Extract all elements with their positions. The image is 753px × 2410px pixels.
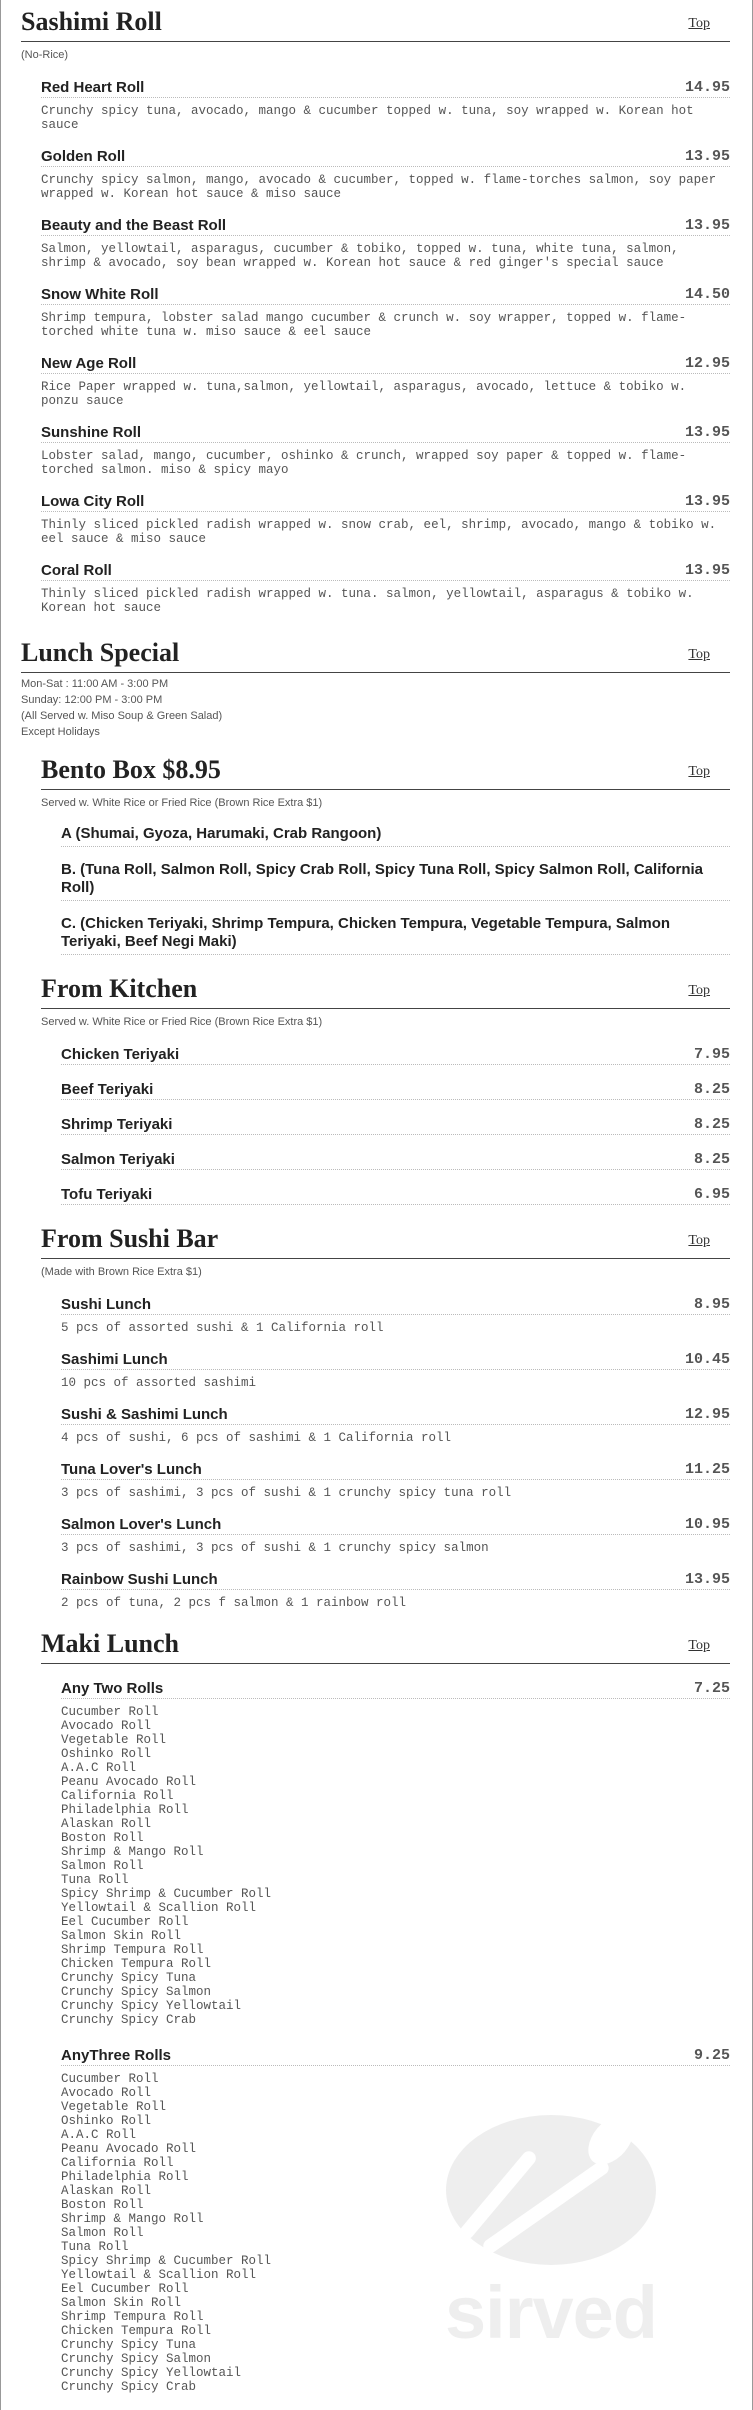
menu-item-description: 10 pcs of assorted sashimi	[61, 1376, 257, 1390]
roll-option: Crunchy Spicy Tuna	[61, 1971, 197, 1985]
section-sashimi-roll	[21, 6, 730, 615]
menu-item-name: Chicken Teriyaki	[61, 1046, 180, 1063]
roll-option: Spicy Shrimp & Cucumber Roll	[61, 1887, 272, 1901]
lunch-note: (All Served w. Miso Soup & Green Salad)	[21, 710, 223, 722]
subsection-bento-box	[41, 754, 730, 955]
menu-item-header	[61, 1296, 730, 1315]
menu-item-price: 11.25	[684, 1461, 730, 1478]
menu-item-name: New Age Roll	[41, 355, 137, 372]
menu-item-price: 8.25	[693, 1116, 730, 1133]
roll-option: Alaskan Roll	[61, 1817, 152, 1831]
menu-item	[61, 1116, 730, 1135]
top-link[interactable]: Top	[688, 1233, 710, 1248]
menu-item	[41, 562, 730, 615]
section-header	[41, 973, 730, 1009]
menu-item-price: 8.25	[693, 1081, 730, 1098]
menu-item	[41, 217, 730, 270]
menu-item-description: 2 pcs of tuna, 2 pcs f salmon & 1 rainbow roll	[61, 1596, 407, 1610]
menu-item	[61, 1081, 730, 1100]
menu-item	[61, 1516, 730, 1555]
roll-option: Chicken Tempura Roll	[61, 1957, 212, 1971]
menu-item	[61, 1461, 730, 1500]
menu-item	[61, 1351, 730, 1390]
menu-item-name: Beauty and the Beast Roll	[41, 217, 227, 234]
menu-item-header	[61, 1116, 730, 1135]
section-note: Served w. White Rice or Fried Rice (Brown Rice Extra $1)	[41, 1016, 323, 1028]
subsection-from-kitchen	[41, 973, 730, 1205]
menu-item-header	[41, 355, 730, 374]
top-link[interactable]: Top	[688, 1638, 710, 1653]
bento-option: B. (Tuna Roll, Salmon Roll, Spicy Crab Roll, Spicy Tuna Roll, Spicy Salmon Roll, California Roll)	[61, 861, 730, 901]
roll-option: Vegetable Roll	[61, 1733, 167, 1747]
roll-option: Crunchy Spicy Salmon	[61, 2352, 212, 2366]
menu-item-name: Shrimp Teriyaki	[61, 1116, 173, 1133]
menu-item-header	[61, 1571, 730, 1590]
roll-option: Spicy Shrimp & Cucumber Roll	[61, 2254, 272, 2268]
top-link[interactable]: Top	[688, 647, 710, 662]
menu-item-header	[41, 493, 730, 512]
roll-option: Shrimp & Mango Roll	[61, 2212, 204, 2226]
menu-item-name: Sunshine Roll	[41, 424, 142, 441]
bento-option: A (Shumai, Gyoza, Harumaki, Crab Rangoon)	[61, 825, 730, 847]
roll-option: Peanu Avocado Roll	[61, 2142, 197, 2156]
sirved-watermark	[401, 2080, 701, 2354]
roll-option: Alaskan Roll	[61, 2184, 152, 2198]
roll-option: Crunchy Spicy Yellowtail	[61, 1999, 242, 2013]
menu-item-header	[41, 562, 730, 581]
menu-item-description: Thinly sliced pickled radish wrapped w. snow crab, eel, shrimp, avocado, mango & tobiko w. eel sauce & miso sauce	[41, 518, 717, 546]
menu-item	[61, 1186, 730, 1205]
menu-item-price: 12.95	[684, 1406, 730, 1423]
lunch-note: Sunday: 12:00 PM - 3:00 PM	[21, 694, 163, 706]
menu-item-price: 13.95	[684, 562, 730, 579]
menu-item	[61, 1571, 730, 1610]
section-title: Maki Lunch	[41, 1629, 179, 1658]
roll-option: Tuna Roll	[61, 2240, 129, 2254]
menu-item-header	[61, 1406, 730, 1425]
menu-item-description: Thinly sliced pickled radish wrapped w. tuna. salmon, yellowtail, asparagus & tobiko w. Korean hot sauce	[41, 587, 694, 615]
menu-item	[41, 286, 730, 339]
menu-item-price: 14.95	[684, 79, 730, 96]
roll-option: Philadelphia Roll	[61, 1803, 189, 1817]
roll-option: Tuna Roll	[61, 1873, 129, 1887]
roll-option: Vegetable Roll	[61, 2100, 167, 2114]
menu-item-name: AnyThree Rolls	[61, 2047, 172, 2064]
menu-item	[41, 424, 730, 477]
menu-item-price: 9.25	[693, 2047, 730, 2064]
roll-option: Yellowtail & Scallion Roll	[61, 2268, 257, 2282]
bento-options	[61, 825, 730, 955]
roll-option: Avocado Roll	[61, 2086, 152, 2100]
section-header	[41, 1223, 730, 1259]
roll-option: Shrimp Tempura Roll	[61, 2310, 204, 2324]
menu-item	[61, 1296, 730, 1335]
menu-item-header	[41, 424, 730, 443]
roll-option: Crunchy Spicy Crab	[61, 2013, 197, 2027]
menu-item-name: Sushi Lunch	[61, 1296, 151, 1313]
menu-item-name: Tofu Teriyaki	[61, 1186, 153, 1203]
menu-item-description: 4 pcs of sushi, 6 pcs of sashimi & 1 California roll	[61, 1431, 452, 1445]
menu-item	[61, 1151, 730, 1170]
menu-item-header	[61, 1186, 730, 1205]
lunch-hours	[21, 676, 730, 740]
subsection-from-sushi-bar	[41, 1223, 730, 1610]
menu-item-price: 13.95	[684, 493, 730, 510]
bento-option: C. (Chicken Teriyaki, Shrimp Tempura, Chicken Tempura, Vegetable Tempura, Salmon Teriyaki, Beef Negi Maki)	[61, 915, 730, 955]
menu-item-name: Snow White Roll	[41, 286, 159, 303]
menu-item-name: Lowa City Roll	[41, 493, 145, 510]
roll-option: Salmon Skin Roll	[61, 1929, 182, 1943]
section-title: From Kitchen	[41, 974, 198, 1003]
section-title: Bento Box $8.95	[41, 755, 221, 784]
menu-item-description: Salmon, yellowtail, asparagus, cucumber & tobiko, topped w. tuna, white tuna, salmon, shrimp & avocado, soy bean wrapped w. Korean hot sauce & red ginger's special sauce	[41, 242, 679, 270]
menu-item-name: Red Heart Roll	[41, 79, 145, 96]
menu-item-header	[61, 1081, 730, 1100]
menu-item-description: 5 pcs of assorted sushi & 1 California roll	[61, 1321, 384, 1335]
menu-item-name: Rainbow Sushi Lunch	[61, 1571, 218, 1588]
menu-item-description: 3 pcs of sashimi, 3 pcs of sushi & 1 crunchy spicy salmon	[61, 1541, 489, 1555]
menu-item-header	[61, 1046, 730, 1065]
menu-item-name: Sashimi Lunch	[61, 1351, 168, 1368]
roll-option: Salmon Roll	[61, 2226, 144, 2240]
roll-option: Salmon Roll	[61, 1859, 144, 1873]
sushi-bar-items	[61, 1296, 730, 1610]
roll-option: A.A.C Roll	[61, 2128, 137, 2142]
top-link[interactable]: Top	[688, 764, 710, 779]
menu-item-description: 3 pcs of sashimi, 3 pcs of sushi & 1 crunchy spicy tuna roll	[61, 1486, 512, 1500]
menu-item-name: Any Two Rolls	[61, 1680, 164, 1697]
sashimi-items	[41, 79, 730, 615]
menu-item-header	[41, 286, 730, 305]
menu-item	[41, 148, 730, 201]
lunch-note: Mon-Sat : 11:00 AM - 3:00 PM	[21, 678, 169, 690]
menu-item-header	[41, 79, 730, 98]
menu-item-description: Rice Paper wrapped w. tuna,salmon, yellowtail, asparagus, avocado, lettuce & tobiko w. ponzu sauce	[41, 380, 687, 408]
roll-option: Crunchy Spicy Salmon	[61, 1985, 212, 1999]
menu-item-price: 13.95	[684, 217, 730, 234]
menu-item-header	[61, 1351, 730, 1370]
lunch-note: Except Holidays	[21, 726, 100, 738]
roll-option: Eel Cucumber Roll	[61, 1915, 189, 1929]
menu-item-price: 14.50	[684, 286, 730, 303]
menu-item	[41, 493, 730, 546]
section-title: Lunch Special	[21, 638, 180, 667]
menu-item-price: 12.95	[684, 355, 730, 372]
menu-item-price: 13.95	[684, 1571, 730, 1588]
menu-item	[61, 1406, 730, 1445]
roll-option: Crunchy Spicy Tuna	[61, 2338, 197, 2352]
section-header	[41, 1628, 730, 1664]
menu-item-header	[61, 1516, 730, 1535]
roll-option: Crunchy Spicy Yellowtail	[61, 2366, 242, 2380]
section-header	[21, 6, 730, 42]
menu-item-name: Coral Roll	[41, 562, 112, 579]
roll-option: Crunchy Spicy Crab	[61, 2380, 197, 2394]
menu-item-description: Shrimp tempura, lobster salad mango cucumber & crunch w. soy wrapper, topped w. flame-torched white tuna w. miso sauce & eel sauce	[41, 311, 687, 339]
roll-option: Boston Roll	[61, 2198, 144, 2212]
menu-item-header	[41, 148, 730, 167]
roll-option: Cucumber Roll	[61, 2072, 159, 2086]
menu-item-price: 10.45	[684, 1351, 730, 1368]
menu-item	[61, 1680, 730, 2027]
menu-item-header	[61, 1151, 730, 1170]
section-header	[21, 637, 730, 673]
roll-option: Yellowtail & Scallion Roll	[61, 1901, 257, 1915]
menu-item	[41, 79, 730, 132]
top-link[interactable]: Top	[688, 983, 710, 998]
menu-item-header	[61, 1680, 730, 1699]
menu-item-header	[61, 1461, 730, 1480]
section-title: From Sushi Bar	[41, 1224, 219, 1253]
menu-item-name: Sushi & Sashimi Lunch	[61, 1406, 228, 1423]
roll-option: Peanu Avocado Roll	[61, 1775, 197, 1789]
menu-item-price: 13.95	[684, 148, 730, 165]
kitchen-items	[61, 1046, 730, 1205]
roll-option: Chicken Tempura Roll	[61, 2324, 212, 2338]
menu-item-price: 10.95	[684, 1516, 730, 1533]
section-title: Sashimi Roll	[21, 7, 162, 36]
section-note: (Made with Brown Rice Extra $1)	[41, 1266, 202, 1278]
menu-item-price: 13.95	[684, 424, 730, 441]
roll-option: California Roll	[61, 1789, 174, 1803]
roll-option: Cucumber Roll	[61, 1705, 159, 1719]
menu-item	[61, 1046, 730, 1065]
roll-option: Boston Roll	[61, 1831, 144, 1845]
menu-item-description: Crunchy spicy tuna, avocado, mango & cucumber topped w. tuna, soy wrapped w. Korean hot sauce	[41, 104, 694, 132]
menu-item-price: 8.25	[693, 1151, 730, 1168]
menu-item	[41, 355, 730, 408]
roll-list	[61, 1705, 730, 2027]
menu-item-price: 6.95	[693, 1186, 730, 1203]
menu-page	[1, 0, 752, 2394]
roll-option: Avocado Roll	[61, 1719, 152, 1733]
roll-option: California Roll	[61, 2156, 174, 2170]
section-header	[41, 754, 730, 790]
menu-item-name: Salmon Lover's Lunch	[61, 1516, 222, 1533]
menu-item-header	[61, 2047, 730, 2066]
roll-option: Eel Cucumber Roll	[61, 2282, 189, 2296]
menu-item-name: Golden Roll	[41, 148, 126, 165]
top-link[interactable]: Top	[688, 16, 710, 31]
roll-option: A.A.C Roll	[61, 1761, 137, 1775]
menu-item-name: Beef Teriyaki	[61, 1081, 154, 1098]
menu-item-description: Crunchy spicy salmon, mango, avocado & cucumber, topped w. flame-torches salmon, soy paper wrapped w. Korean hot sauce & miso sauce	[41, 173, 717, 201]
roll-option: Philadelphia Roll	[61, 2170, 189, 2184]
menu-item-name: Tuna Lover's Lunch	[61, 1461, 202, 1478]
roll-option: Salmon Skin Roll	[61, 2296, 182, 2310]
menu-item-price: 8.95	[693, 1296, 730, 1313]
watermark-text: sirved	[444, 2271, 658, 2354]
roll-option: Oshinko Roll	[61, 2114, 152, 2128]
roll-option: Shrimp & Mango Roll	[61, 1845, 204, 1859]
menu-item-price: 7.25	[693, 1680, 730, 1697]
section-note: Served w. White Rice or Fried Rice (Brown Rice Extra $1)	[41, 797, 323, 809]
menu-item-price: 7.95	[693, 1046, 730, 1063]
fork-spoon-icon	[401, 2080, 701, 2280]
roll-option: Oshinko Roll	[61, 1747, 152, 1761]
menu-item-header	[41, 217, 730, 236]
menu-item-name: Salmon Teriyaki	[61, 1151, 175, 1168]
menu-item-description: Lobster salad, mango, cucumber, oshinko & crunch, wrapped soy paper & topped w. flame-torched salmon. miso & spicy mayo	[41, 449, 687, 477]
roll-option: Shrimp Tempura Roll	[61, 1943, 204, 1957]
section-note: (No-Rice)	[21, 49, 69, 61]
